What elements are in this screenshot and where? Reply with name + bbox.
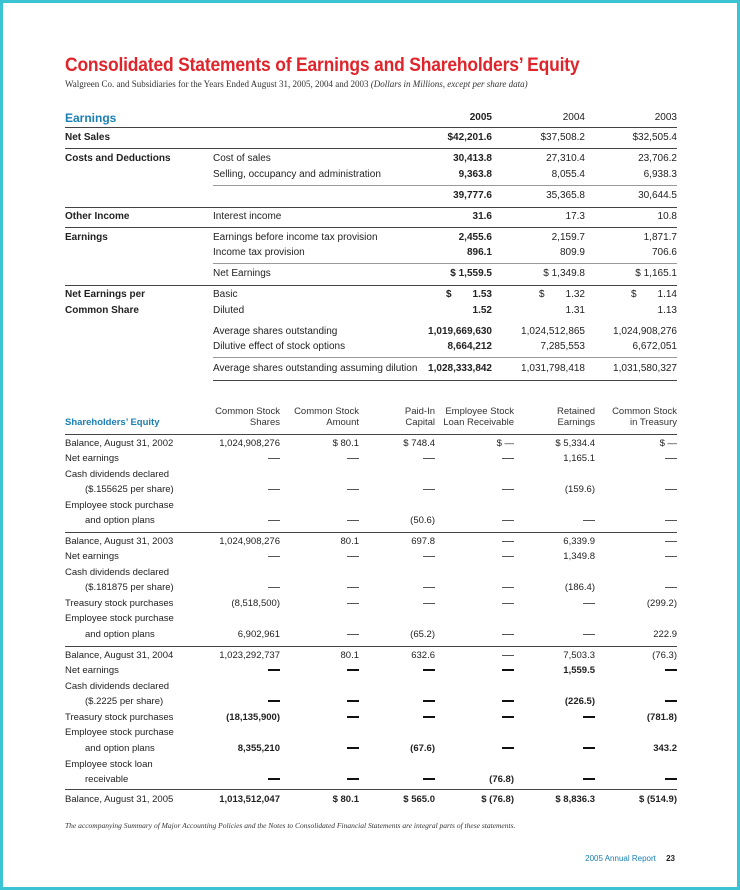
row-label: Employee stock purchase bbox=[65, 613, 174, 624]
table-row: 39,777.6 35,365.8 30,644.5 bbox=[453, 190, 677, 201]
table-row bbox=[65, 468, 677, 482]
cell-value: 632.6 bbox=[411, 650, 435, 661]
cell-value: $ 748.4 bbox=[403, 438, 435, 449]
cell-value: (65.2) bbox=[410, 629, 435, 640]
cell-value: 1,559.5 bbox=[563, 665, 595, 676]
cell-value bbox=[347, 664, 359, 678]
year-header: 2003 bbox=[654, 112, 677, 123]
cell-value bbox=[665, 581, 677, 595]
divider bbox=[65, 207, 677, 208]
table-row bbox=[65, 711, 677, 725]
cell-value bbox=[502, 514, 514, 528]
cell-value bbox=[583, 514, 595, 528]
row-label: receivable bbox=[85, 774, 129, 785]
em-dash bbox=[502, 587, 514, 588]
row-label: and option plans bbox=[85, 743, 155, 754]
em-dash bbox=[347, 556, 359, 557]
table-row bbox=[65, 514, 677, 528]
earnings-section-title: Earnings bbox=[65, 111, 117, 125]
page-footer bbox=[585, 854, 675, 863]
em-dash bbox=[347, 603, 359, 604]
cell-value bbox=[423, 664, 435, 678]
table-row bbox=[65, 535, 677, 549]
table-row bbox=[65, 597, 677, 611]
divider bbox=[65, 285, 677, 286]
cell-value: 697.8 bbox=[411, 536, 435, 547]
cell-value bbox=[502, 664, 514, 678]
row-label: and option plans bbox=[85, 629, 155, 640]
cell-value bbox=[347, 452, 359, 466]
cell-value: (76.3) bbox=[652, 650, 677, 661]
em-dash bbox=[347, 489, 359, 490]
cell-value: (8,518,500) bbox=[231, 598, 280, 609]
year-header: 2005 bbox=[469, 112, 492, 123]
report-name: 2005 Annual Report bbox=[585, 854, 656, 863]
em-dash bbox=[502, 603, 514, 604]
cell-value bbox=[268, 773, 280, 787]
cell-value bbox=[665, 452, 677, 466]
row-label: Cash dividends declared bbox=[65, 469, 170, 480]
cell-value bbox=[423, 581, 435, 595]
em-dash bbox=[502, 716, 514, 718]
table-row: Income tax provision 896.1 809.9 706.6 bbox=[213, 247, 677, 258]
page-number: 23 bbox=[666, 854, 675, 863]
cell-value bbox=[665, 550, 677, 564]
em-dash bbox=[665, 700, 677, 702]
column-header: Retained Earnings bbox=[556, 406, 595, 428]
row-label: ($.181875 per share) bbox=[85, 582, 174, 593]
column-header: Paid-In Capital bbox=[404, 406, 435, 428]
cell-value bbox=[347, 773, 359, 787]
cell-value: (186.4) bbox=[564, 582, 595, 593]
cell-value: 343.2 bbox=[653, 743, 677, 754]
cell-value: 7,503.3 bbox=[563, 650, 595, 661]
em-dash bbox=[347, 634, 359, 635]
cell-value bbox=[347, 711, 359, 725]
em-dash bbox=[665, 556, 677, 557]
em-dash bbox=[583, 716, 595, 718]
cell-value: 1,024,908,276 bbox=[219, 438, 280, 449]
table-row: Selling, occupancy and administration 9,363.8 8,055.4 6,938.3 bbox=[213, 169, 677, 180]
cell-value: (50.6) bbox=[410, 515, 435, 526]
cell-value bbox=[502, 695, 514, 709]
cell-value bbox=[583, 628, 595, 642]
cell-value bbox=[665, 695, 677, 709]
em-dash bbox=[583, 520, 595, 521]
cell-value bbox=[583, 597, 595, 611]
em-dash bbox=[347, 700, 359, 702]
cell-value bbox=[268, 550, 280, 564]
cell-value bbox=[347, 514, 359, 528]
em-dash bbox=[347, 669, 359, 671]
row-label: Net earnings bbox=[65, 665, 119, 676]
em-dash bbox=[423, 669, 435, 671]
cell-value bbox=[423, 483, 435, 497]
column-header: Common Stock in Treasury bbox=[612, 406, 677, 428]
em-dash bbox=[347, 747, 359, 749]
em-dash bbox=[268, 587, 280, 588]
cell-value bbox=[583, 742, 595, 756]
cell-value bbox=[423, 550, 435, 564]
table-row bbox=[65, 680, 677, 694]
row-label: Cash dividends declared bbox=[65, 567, 170, 578]
row-label: Employee stock purchase bbox=[65, 727, 174, 738]
table-row bbox=[65, 612, 677, 626]
cell-value: (159.6) bbox=[564, 484, 595, 495]
document-page bbox=[3, 3, 737, 887]
em-dash bbox=[665, 489, 677, 490]
cell-value bbox=[347, 483, 359, 497]
cell-value: 222.9 bbox=[653, 629, 677, 640]
cell-value bbox=[423, 773, 435, 787]
cell-value bbox=[423, 597, 435, 611]
divider bbox=[65, 646, 677, 647]
em-dash bbox=[583, 634, 595, 635]
em-dash bbox=[268, 700, 280, 702]
em-dash bbox=[665, 587, 677, 588]
table-row: Costs and Deductions Cost of sales 30,413.8 27,310.4 23,706.2 bbox=[65, 153, 677, 164]
em-dash bbox=[423, 556, 435, 557]
em-dash bbox=[268, 520, 280, 521]
divider bbox=[65, 532, 677, 533]
table-row: Net Sales $42,201.6 $37,508.2 $32,505.4 bbox=[65, 132, 677, 143]
divider bbox=[213, 380, 677, 381]
divider bbox=[65, 127, 677, 128]
em-dash bbox=[347, 587, 359, 588]
divider bbox=[65, 789, 677, 790]
cell-value bbox=[347, 695, 359, 709]
table-row bbox=[65, 758, 677, 772]
em-dash bbox=[665, 669, 677, 671]
table-row: Average shares outstanding assuming dilution 1,028,333,842 1,031,798,418 1,031,580,327 bbox=[213, 363, 677, 374]
cell-value bbox=[347, 581, 359, 595]
cell-value: (781.8) bbox=[646, 712, 677, 723]
table-row bbox=[65, 628, 677, 642]
row-label: Balance, August 31, 2003 bbox=[65, 536, 174, 547]
cell-value: (299.2) bbox=[646, 598, 677, 609]
table-row bbox=[65, 664, 677, 678]
cell-value: 1,165.1 bbox=[563, 453, 595, 464]
em-dash bbox=[502, 669, 514, 671]
em-dash bbox=[502, 520, 514, 521]
cell-value: 1,349.8 bbox=[563, 551, 595, 562]
table-row bbox=[65, 452, 677, 466]
row-label: Net earnings bbox=[65, 551, 119, 562]
em-dash bbox=[502, 655, 514, 656]
table-row bbox=[65, 742, 677, 756]
cell-value: $ 8,836.3 bbox=[555, 794, 595, 805]
cell-value bbox=[665, 773, 677, 787]
table-row: Common Share Diluted 1.52 1.31 1.13 bbox=[65, 305, 677, 316]
em-dash bbox=[665, 778, 677, 780]
cell-value bbox=[583, 711, 595, 725]
page-subtitle: Walgreen Co. and Subsidiaries for the Years Ended August 31, 2005, 2004 and 2003 (Dollars in Millions, except per share data) bbox=[65, 79, 528, 89]
em-dash bbox=[502, 556, 514, 557]
row-label: Balance, August 31, 2004 bbox=[65, 650, 174, 661]
cell-value: 80.1 bbox=[340, 536, 359, 547]
row-label: Treasury stock purchases bbox=[65, 712, 174, 723]
cell-value bbox=[268, 452, 280, 466]
cell-value bbox=[268, 695, 280, 709]
table-row bbox=[65, 437, 677, 451]
em-dash bbox=[268, 669, 280, 671]
table-row: Earnings Earnings before income tax provision 2,455.6 2,159.7 1,871.7 bbox=[65, 232, 677, 243]
cell-value bbox=[502, 649, 514, 663]
cell-value: 6,339.9 bbox=[563, 536, 595, 547]
cell-value bbox=[268, 581, 280, 595]
em-dash bbox=[423, 489, 435, 490]
cell-value bbox=[347, 742, 359, 756]
em-dash bbox=[268, 778, 280, 780]
em-dash bbox=[423, 778, 435, 780]
em-dash bbox=[423, 700, 435, 702]
em-dash bbox=[423, 716, 435, 718]
cell-value: 8,355,210 bbox=[237, 743, 280, 754]
cell-value bbox=[665, 514, 677, 528]
table-row bbox=[65, 581, 677, 595]
cell-value bbox=[502, 452, 514, 466]
row-label: ($.2225 per share) bbox=[85, 696, 164, 707]
cell-value bbox=[347, 550, 359, 564]
cell-value bbox=[423, 452, 435, 466]
cell-value bbox=[423, 711, 435, 725]
equity-section-title: Shareholders’ Equity bbox=[65, 417, 160, 428]
table-row bbox=[65, 550, 677, 564]
cell-value bbox=[423, 695, 435, 709]
cell-value bbox=[268, 514, 280, 528]
em-dash bbox=[583, 603, 595, 604]
em-dash bbox=[423, 458, 435, 459]
em-dash bbox=[268, 489, 280, 490]
table-row: Net Earnings $ 1,559.5 $ 1,349.8 $ 1,165.1 bbox=[213, 268, 677, 279]
table-row bbox=[65, 483, 677, 497]
cell-value bbox=[502, 581, 514, 595]
cell-value bbox=[583, 773, 595, 787]
row-label: ($.155625 per share) bbox=[85, 484, 174, 495]
cell-value bbox=[665, 483, 677, 497]
em-dash bbox=[502, 634, 514, 635]
cell-value bbox=[502, 628, 514, 642]
page-title: Consolidated Statements of Earnings and Shareholders’ Equity bbox=[65, 55, 580, 76]
em-dash bbox=[268, 556, 280, 557]
cell-value bbox=[347, 628, 359, 642]
cell-value: 1,013,512,047 bbox=[219, 794, 280, 805]
table-row: Net Earnings per Basic $ 1.53 $ 1.32 $ 1.14 bbox=[65, 289, 677, 300]
cell-value: $ 565.0 bbox=[403, 794, 435, 805]
em-dash bbox=[665, 458, 677, 459]
table-row bbox=[65, 695, 677, 709]
cell-value: $ 5,334.4 bbox=[555, 438, 595, 449]
divider bbox=[213, 357, 677, 358]
table-row: Dilutive effect of stock options 8,664,212 7,285,553 6,672,051 bbox=[213, 341, 677, 352]
row-label: Net earnings bbox=[65, 453, 119, 464]
column-header: Common Stock Shares bbox=[215, 406, 280, 428]
em-dash bbox=[347, 778, 359, 780]
cell-value: $ (76.8) bbox=[481, 794, 514, 805]
em-dash bbox=[665, 520, 677, 521]
em-dash bbox=[268, 458, 280, 459]
row-label: Balance, August 31, 2005 bbox=[65, 794, 174, 805]
divider bbox=[65, 227, 677, 228]
em-dash bbox=[665, 541, 677, 542]
table-row bbox=[65, 726, 677, 740]
cell-value: 6,902,961 bbox=[237, 629, 280, 640]
cell-value: $ — bbox=[496, 438, 514, 449]
cell-value bbox=[502, 711, 514, 725]
cell-value: (226.5) bbox=[564, 696, 595, 707]
em-dash bbox=[502, 541, 514, 542]
row-label: Employee stock purchase bbox=[65, 500, 174, 511]
table-row bbox=[65, 793, 677, 807]
cell-value: $ 80.1 bbox=[332, 438, 359, 449]
cell-value: 1,024,908,276 bbox=[219, 536, 280, 547]
divider bbox=[213, 185, 677, 186]
row-label: Balance, August 31, 2002 bbox=[65, 438, 174, 449]
em-dash bbox=[423, 587, 435, 588]
cell-value bbox=[502, 597, 514, 611]
cell-value bbox=[502, 535, 514, 549]
em-dash bbox=[347, 520, 359, 521]
em-dash bbox=[347, 458, 359, 459]
footnote: The accompanying Summary of Major Accounting Policies and the Notes to Consolidated Financial Statements are integral parts of these statements. bbox=[65, 821, 516, 830]
column-header: Employee Stock Loan Receivable bbox=[443, 406, 514, 428]
cell-value bbox=[268, 483, 280, 497]
cell-value: (18,135,900) bbox=[226, 712, 280, 723]
year-header: 2004 bbox=[562, 112, 585, 123]
row-label: and option plans bbox=[85, 515, 155, 526]
cell-value: $ — bbox=[659, 438, 677, 449]
cell-value: 1,023,292,737 bbox=[219, 650, 280, 661]
cell-value: $ (514.9) bbox=[638, 794, 677, 805]
cell-value bbox=[347, 597, 359, 611]
column-header: Common Stock Amount bbox=[294, 406, 359, 428]
cell-value: 80.1 bbox=[340, 650, 359, 661]
em-dash bbox=[583, 747, 595, 749]
em-dash bbox=[502, 700, 514, 702]
table-row bbox=[65, 499, 677, 513]
table-row: Average shares outstanding 1,019,669,630 1,024,512,865 1,024,908,276 bbox=[213, 326, 677, 337]
em-dash bbox=[502, 489, 514, 490]
cell-value bbox=[665, 664, 677, 678]
row-label: Employee stock loan bbox=[65, 759, 153, 770]
em-dash bbox=[347, 716, 359, 718]
table-row bbox=[65, 773, 677, 787]
cell-value bbox=[268, 664, 280, 678]
cell-value: (76.8) bbox=[489, 774, 514, 785]
table-row: Other Income Interest income 31.6 17.3 10.8 bbox=[65, 211, 677, 222]
cell-value: $ 80.1 bbox=[332, 794, 359, 805]
em-dash bbox=[423, 603, 435, 604]
table-row bbox=[65, 649, 677, 663]
em-dash bbox=[502, 747, 514, 749]
cell-value bbox=[502, 550, 514, 564]
divider bbox=[65, 434, 677, 435]
cell-value bbox=[502, 742, 514, 756]
em-dash bbox=[583, 778, 595, 780]
em-dash bbox=[502, 458, 514, 459]
row-label: Treasury stock purchases bbox=[65, 598, 174, 609]
divider bbox=[213, 263, 677, 264]
cell-value bbox=[665, 535, 677, 549]
divider bbox=[65, 148, 677, 149]
cell-value: (67.6) bbox=[410, 743, 435, 754]
table-row bbox=[65, 566, 677, 580]
cell-value bbox=[502, 483, 514, 497]
row-label: Cash dividends declared bbox=[65, 681, 170, 692]
